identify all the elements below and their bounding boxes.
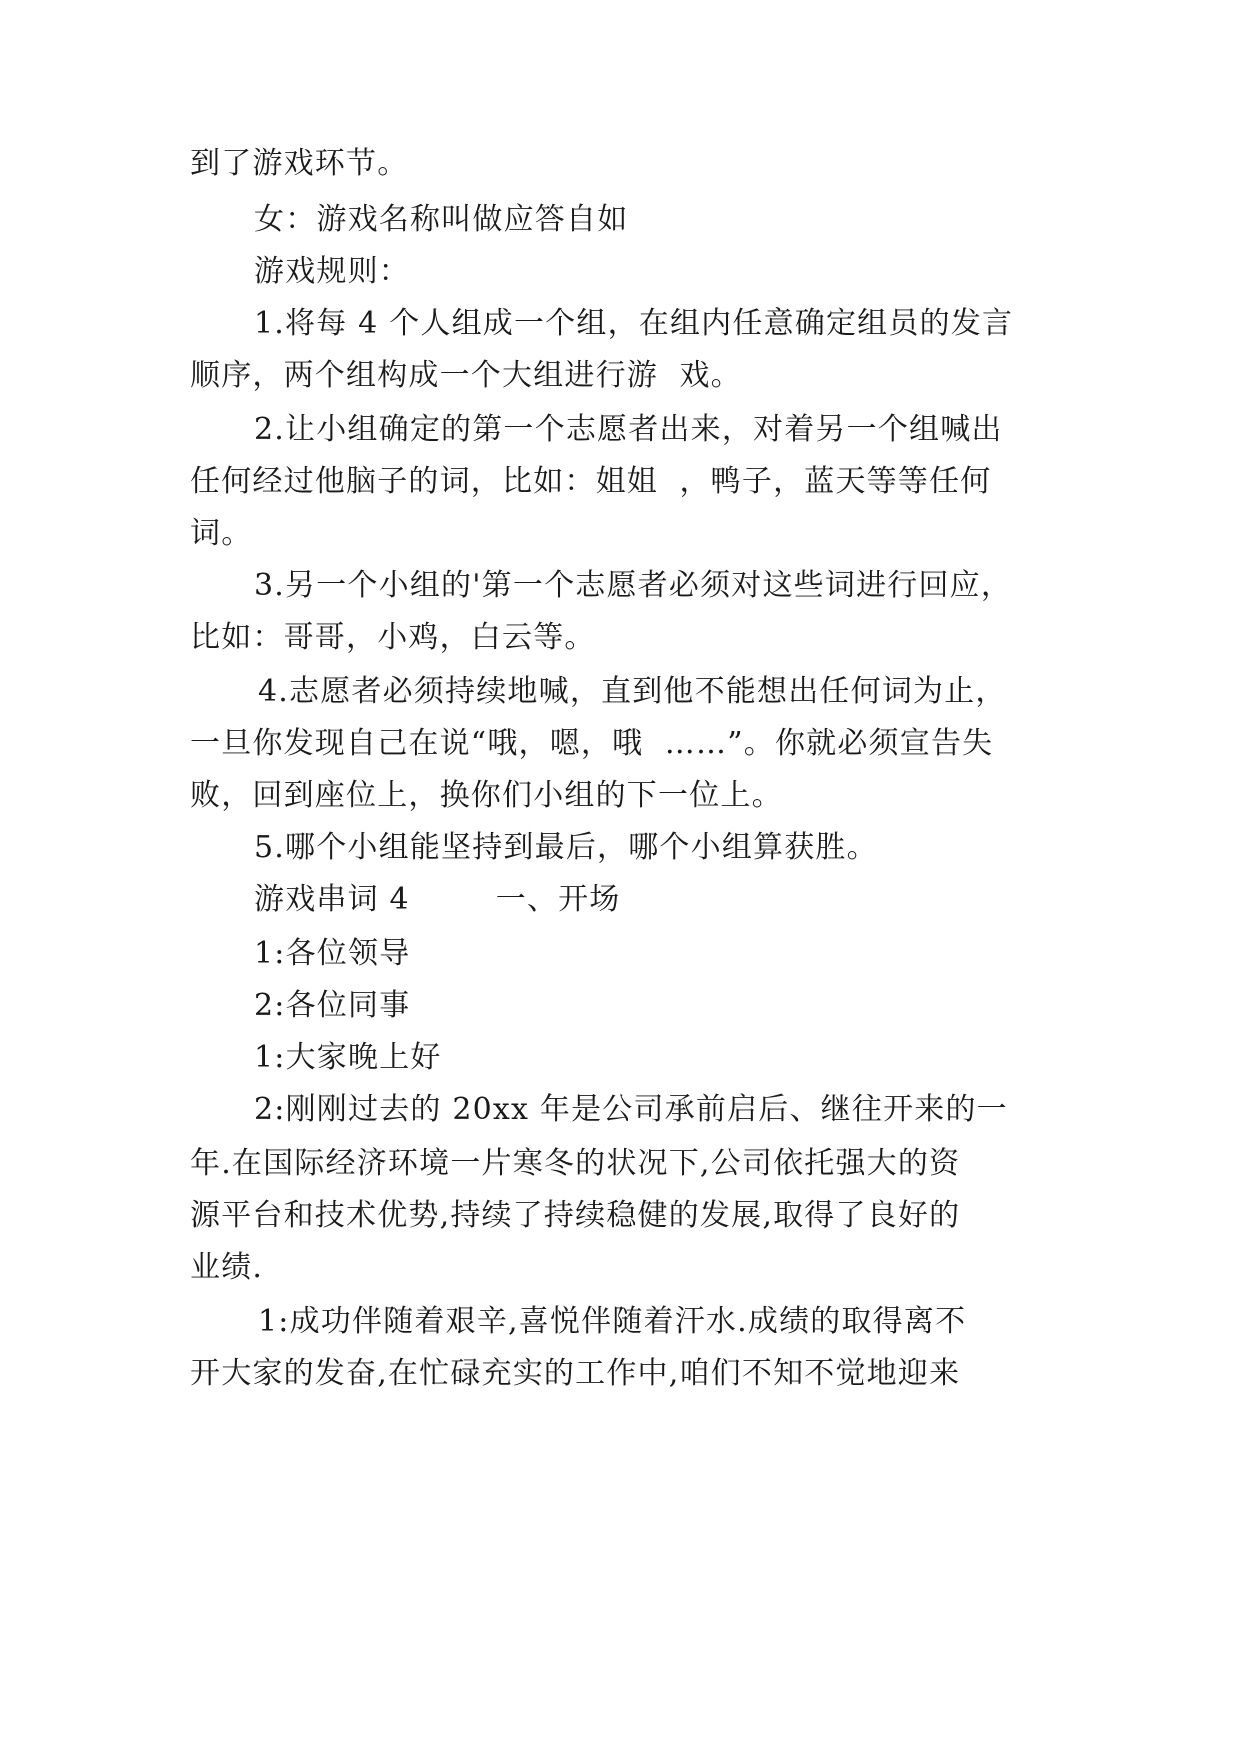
text-line: 到了游戏环节。 — [190, 146, 409, 181]
text-line: 1:各位领导 — [254, 936, 411, 971]
text-line: 2:各位同事 — [254, 988, 411, 1023]
text-line: 词。 — [190, 516, 253, 551]
text-line: 游戏规则： — [254, 254, 410, 289]
text-line: 一旦你发现自己在说“哦，嗯，哦 ……”。你就必须宣告失 — [190, 726, 994, 761]
text-line: 败，回到座位上，换你们小组的下一位上。 — [190, 778, 783, 813]
text-line: 年.在国际经济环境一片寒冬的状况下,公司依托强大的资 — [190, 1146, 961, 1181]
text-line: 业绩. — [190, 1250, 264, 1285]
text-line: 游戏串词 4 一、开场 — [254, 882, 621, 917]
text-line: 开大家的发奋,在忙碌充实的工作中,咱们不知不觉地迎来 — [190, 1356, 961, 1391]
text-line: 2.让小组确定的第一个志愿者出来，对着另一个组喊出 — [254, 412, 1003, 447]
text-line: 女：游戏名称叫做应答自如 — [254, 202, 629, 237]
text-line: 1:大家晚上好 — [254, 1040, 442, 1075]
text-line: 5.哪个小组能坚持到最后，哪个小组算获胜。 — [254, 830, 878, 865]
text-line: 顺序，两个组构成一个大组进行游 戏。 — [190, 358, 742, 393]
text-line: 2:刚刚过去的 20xx 年是公司承前启后、继往开来的一 — [254, 1092, 1008, 1127]
text-line: 4.志愿者必须持续地喊，直到他不能想出任何词为止， — [258, 674, 1007, 709]
text-line: 源平台和技术优势,持续了持续稳健的发展,取得了良好的 — [190, 1198, 961, 1233]
text-line: 1:成功伴随着艰辛,喜悦伴随着汗水.成绩的取得离不 — [258, 1304, 967, 1339]
text-line: 3.另一个小组的'第一个志愿者必须对这些词进行回应， — [254, 568, 1013, 603]
text-line: 比如：哥哥，小鸡，白云等。 — [190, 620, 596, 655]
text-line: 任何经过他脑子的词，比如：姐姐 ，鸭子，蓝天等等任何 — [190, 464, 992, 499]
text-line: 1.将每 4 个人组成一个组，在组内任意确定组员的发言 — [254, 306, 1014, 341]
